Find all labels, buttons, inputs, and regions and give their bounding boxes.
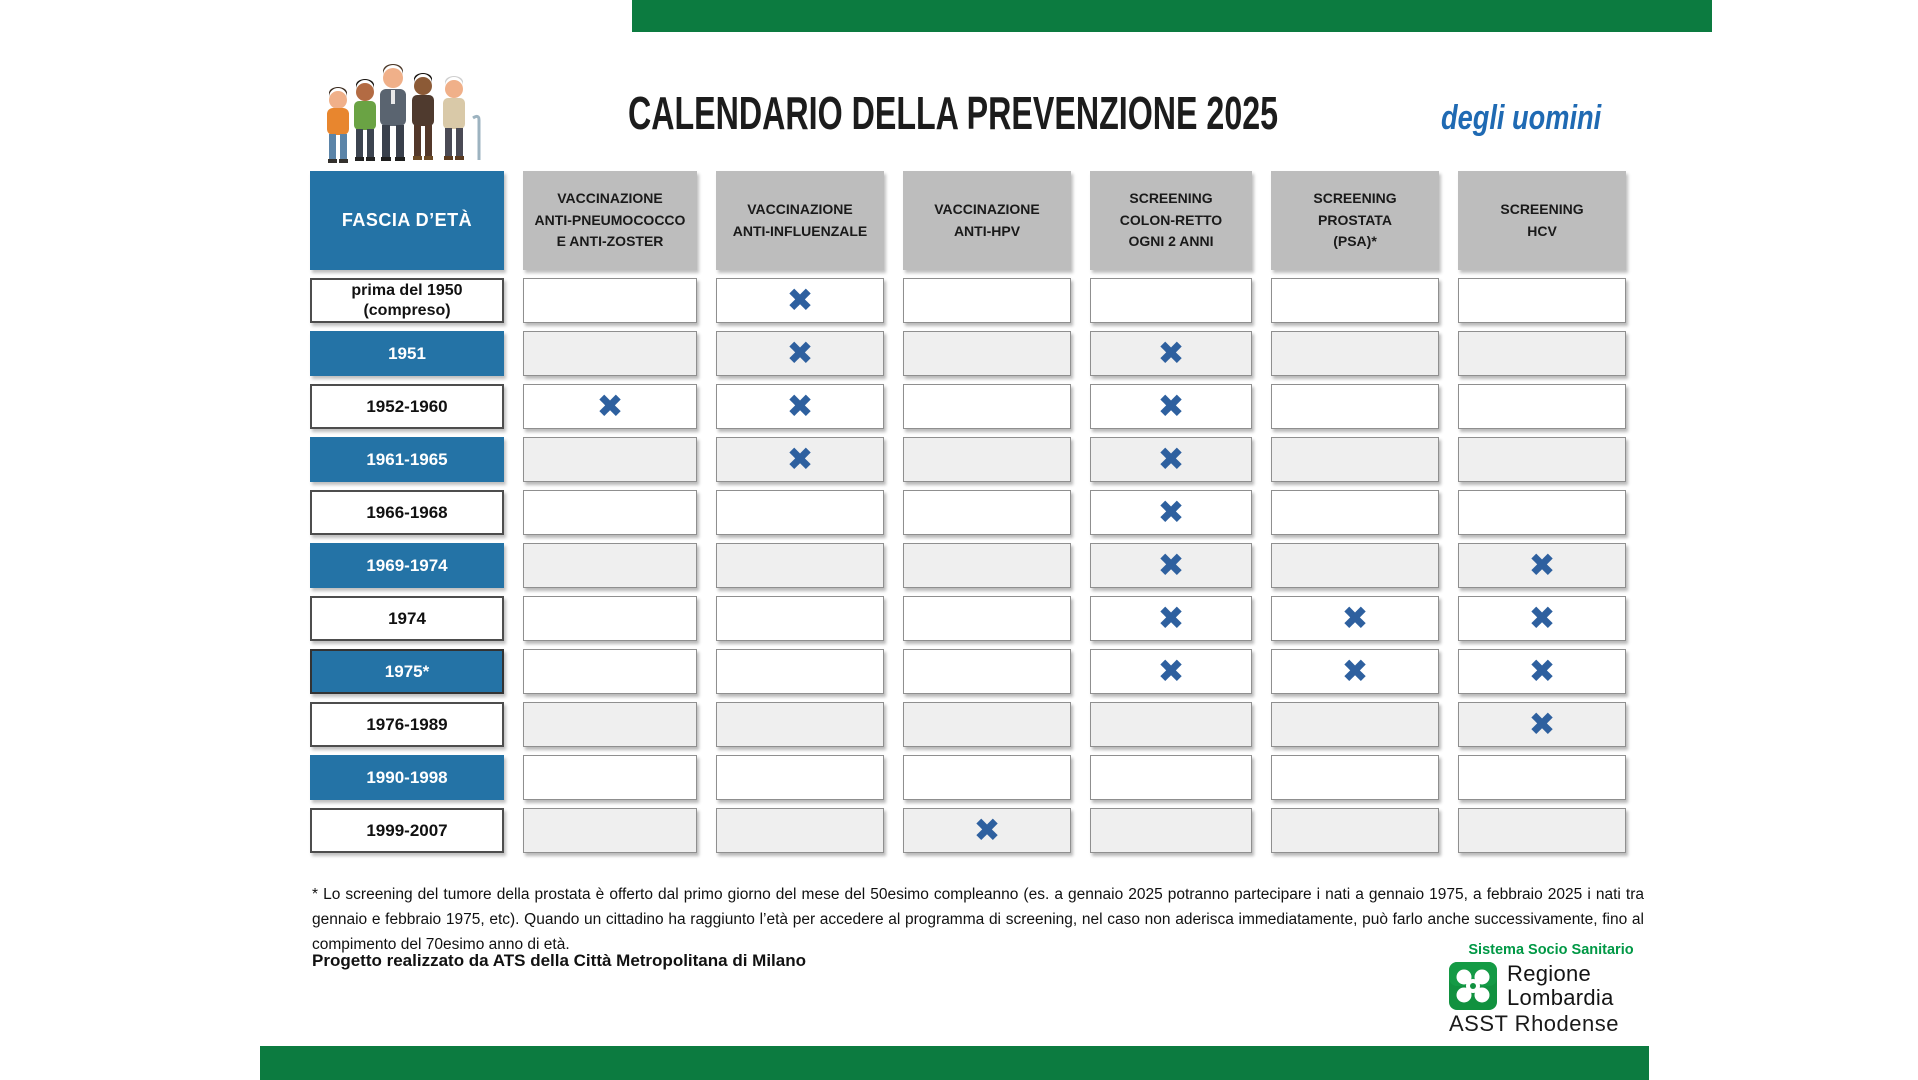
credit-line: Progetto realizzato da ATS della Città Metropolitana di Milano xyxy=(312,951,806,970)
men-illustration xyxy=(316,52,506,172)
table-cell xyxy=(523,808,697,853)
cane xyxy=(473,116,479,160)
age-row-label: 1969-1974 xyxy=(310,543,504,588)
table-cell xyxy=(1090,384,1252,429)
regione-lombardia-wordmark xyxy=(1507,962,1614,1010)
x-mark-icon: ✖ xyxy=(786,280,814,319)
x-mark-icon: ✖ xyxy=(1341,598,1369,637)
table-cell xyxy=(523,331,697,376)
regione-lombardia-logo-block xyxy=(1449,962,1614,1010)
table-cell xyxy=(716,755,884,800)
table-cell xyxy=(523,437,697,482)
table-cell xyxy=(1090,331,1252,376)
table-cell xyxy=(716,384,884,429)
age-row-label: 1974 xyxy=(310,596,504,641)
age-row-label: prima del 1950 (compreso) xyxy=(310,278,504,323)
table-cell xyxy=(1271,596,1439,641)
table-cell xyxy=(1271,702,1439,747)
table-cell xyxy=(523,278,697,323)
table-cell xyxy=(903,649,1071,694)
table-cell xyxy=(1458,437,1626,482)
table-cell xyxy=(1458,278,1626,323)
x-mark-icon: ✖ xyxy=(1528,598,1556,637)
x-mark-icon: ✖ xyxy=(1157,439,1185,478)
table-cell xyxy=(903,437,1071,482)
table-cell xyxy=(1090,278,1252,323)
table-cell xyxy=(1090,702,1252,747)
table-cell xyxy=(903,384,1071,429)
bottom-green-bar xyxy=(260,1046,1649,1080)
table-cell xyxy=(716,490,884,535)
table-cell xyxy=(523,384,697,429)
x-mark-icon: ✖ xyxy=(1528,651,1556,690)
table-cell xyxy=(716,649,884,694)
table-cell xyxy=(1458,808,1626,853)
x-mark-icon: ✖ xyxy=(1157,545,1185,584)
table-cell xyxy=(1271,808,1439,853)
column-header-4: SCREENING COLON-RETTO OGNI 2 ANNI xyxy=(1090,171,1252,270)
column-header-5: SCREENING PROSTATA (PSA)* xyxy=(1271,171,1439,270)
table-cell xyxy=(523,702,697,747)
table-cell xyxy=(1271,543,1439,588)
footnote: * Lo screening del tumore della prostata è offerto dal primo giorno del mese del 50esimo compleanno (es. a gennaio 2025 potranno partecipare i nati a gennaio 1975, a febbraio 2025 i nati tra gennaio e febbraio 1975, etc). Quando un cittadino ha raggiunto l’età per accedere al programma di screening, nel caso non aderisca immediatamente, può farlo anche successivamente, fino al compimento del 70esimo anno di età. xyxy=(312,886,1644,953)
table-cell xyxy=(1458,755,1626,800)
table-cell xyxy=(523,649,697,694)
column-header-3: VACCINAZIONE ANTI-HPV xyxy=(903,171,1071,270)
table-cell xyxy=(523,490,697,535)
man3-head xyxy=(383,68,403,88)
x-mark-icon: ✖ xyxy=(786,386,814,425)
page-title xyxy=(628,86,1641,140)
age-column-header: FASCIA D’ETÀ xyxy=(310,171,504,270)
table-cell xyxy=(903,278,1071,323)
table-cell xyxy=(1090,808,1252,853)
man5-head xyxy=(445,80,463,98)
age-row-label: 1990-1998 xyxy=(310,755,504,800)
table-cell xyxy=(1090,649,1252,694)
table-cell xyxy=(1271,490,1439,535)
table-cell xyxy=(716,437,884,482)
table-cell xyxy=(716,596,884,641)
x-mark-icon: ✖ xyxy=(596,386,624,425)
x-mark-icon: ✖ xyxy=(1157,598,1185,637)
table-cell xyxy=(716,278,884,323)
prevention-table xyxy=(310,171,1626,853)
table-cell xyxy=(1271,384,1439,429)
x-mark-icon: ✖ xyxy=(1157,333,1185,372)
x-mark-icon: ✖ xyxy=(1528,545,1556,584)
table-cell xyxy=(1090,437,1252,482)
lombardia-line: Lombardia xyxy=(1507,985,1614,1010)
table-cell xyxy=(716,331,884,376)
age-row-label: 1951 xyxy=(310,331,504,376)
table-cell xyxy=(903,331,1071,376)
table-cell xyxy=(1090,596,1252,641)
man1-head xyxy=(329,91,347,109)
table-cell xyxy=(903,543,1071,588)
table-cell xyxy=(1458,384,1626,429)
man4-head xyxy=(414,77,432,95)
sistema-socio-sanitario-label: Sistema Socio Sanitario xyxy=(1468,942,1634,958)
asst-rhodense-label: ASST Rhodense xyxy=(1449,1011,1619,1036)
table-cell xyxy=(1458,490,1626,535)
x-mark-icon: ✖ xyxy=(973,810,1001,849)
table-cell xyxy=(523,596,697,641)
table-cell xyxy=(903,596,1071,641)
table-cell xyxy=(523,543,697,588)
age-row-label: 1966-1968 xyxy=(310,490,504,535)
table-cell xyxy=(523,755,697,800)
table-cell xyxy=(1458,596,1626,641)
title-highlight: degli uomini xyxy=(1440,99,1601,137)
table-cell xyxy=(1090,543,1252,588)
column-header-6: SCREENING HCV xyxy=(1458,171,1626,270)
table-cell xyxy=(1271,649,1439,694)
x-mark-icon: ✖ xyxy=(1157,492,1185,531)
age-row-label: 1975* xyxy=(310,649,504,694)
table-cell xyxy=(1090,490,1252,535)
table-cell xyxy=(1271,437,1439,482)
man2-head xyxy=(356,83,374,101)
x-mark-icon: ✖ xyxy=(786,333,814,372)
x-mark-icon: ✖ xyxy=(1528,704,1556,743)
column-header-1: VACCINAZIONE ANTI-PNEUMOCOCCO E ANTI-ZOSTER xyxy=(523,171,697,270)
x-mark-icon: ✖ xyxy=(786,439,814,478)
top-green-bar xyxy=(632,0,1712,32)
x-mark-icon: ✖ xyxy=(1157,651,1185,690)
table-cell xyxy=(1458,331,1626,376)
x-mark-icon: ✖ xyxy=(1341,651,1369,690)
rosa-camuna-icon xyxy=(1449,962,1497,1010)
table-cell xyxy=(903,702,1071,747)
table-cell xyxy=(903,490,1071,535)
age-row-label: 1976-1989 xyxy=(310,702,504,747)
table-cell xyxy=(1458,543,1626,588)
regione-line: Regione xyxy=(1507,961,1592,986)
table-cell xyxy=(903,808,1071,853)
x-mark-icon: ✖ xyxy=(1157,386,1185,425)
table-cell xyxy=(1271,278,1439,323)
table-cell xyxy=(903,755,1071,800)
table-cell xyxy=(716,702,884,747)
title-main: CALENDARIO DELLA PREVENZIONE 2025 xyxy=(628,87,1279,139)
table-cell xyxy=(1271,331,1439,376)
table-cell xyxy=(1090,755,1252,800)
table-cell xyxy=(1458,702,1626,747)
age-row-label: 1961-1965 xyxy=(310,437,504,482)
column-header-2: VACCINAZIONE ANTI-INFLUENZALE xyxy=(716,171,884,270)
table-cell xyxy=(1458,649,1626,694)
age-row-label: 1952-1960 xyxy=(310,384,504,429)
age-row-label: 1999-2007 xyxy=(310,808,504,853)
table-cell xyxy=(1271,755,1439,800)
table-cell xyxy=(716,543,884,588)
table-cell xyxy=(716,808,884,853)
